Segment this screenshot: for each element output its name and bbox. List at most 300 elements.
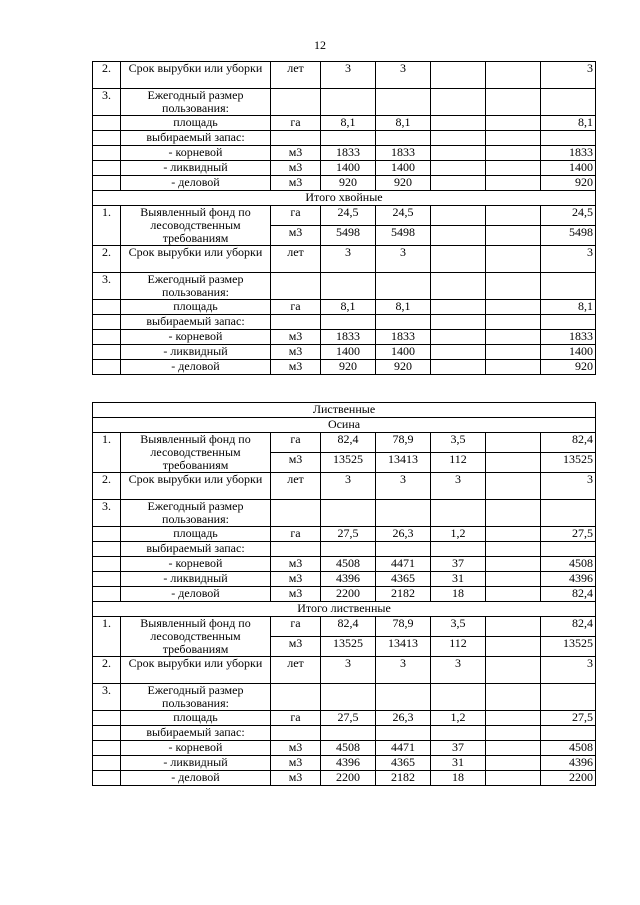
value-cell: 1833	[321, 330, 376, 345]
row-unit: м3	[271, 360, 321, 375]
value-cell	[486, 453, 541, 473]
table-row	[93, 131, 596, 146]
section-row	[93, 418, 596, 433]
row-number	[93, 726, 121, 741]
row-number: 3.	[93, 89, 121, 116]
value-cell	[431, 89, 486, 116]
value-cell	[431, 315, 486, 330]
value-cell	[486, 684, 541, 711]
row-label: площадь	[121, 527, 271, 542]
table-row	[93, 273, 596, 300]
value-cell	[376, 273, 431, 300]
value-cell: 2182	[376, 587, 431, 602]
row-number	[93, 527, 121, 542]
value-cell: 1400	[376, 161, 431, 176]
row-label: Ежегодный размер пользования:	[121, 684, 271, 711]
value-cell	[431, 131, 486, 146]
value-cell	[486, 711, 541, 726]
value-cell: 3	[541, 246, 596, 273]
value-cell	[486, 726, 541, 741]
value-cell: 2200	[541, 771, 596, 786]
value-cell: 8,1	[541, 116, 596, 131]
value-cell: 3	[541, 473, 596, 500]
row-label: - деловой	[121, 360, 271, 375]
value-cell: 1833	[376, 330, 431, 345]
value-cell	[486, 300, 541, 315]
value-cell	[486, 273, 541, 300]
table-row	[93, 756, 596, 771]
deciduous-table	[92, 402, 596, 786]
value-cell: 8,1	[321, 300, 376, 315]
value-cell	[431, 62, 486, 89]
value-cell	[541, 89, 596, 116]
table-row	[93, 206, 596, 226]
table-row	[93, 300, 596, 315]
value-cell: 1400	[321, 345, 376, 360]
value-cell	[486, 246, 541, 273]
value-cell	[431, 500, 486, 527]
value-cell: 3	[376, 62, 431, 89]
table-row	[93, 473, 596, 500]
row-number	[93, 572, 121, 587]
value-cell	[486, 617, 541, 637]
row-label: - ликвидный	[121, 161, 271, 176]
value-cell: 3	[541, 62, 596, 89]
row-number	[93, 542, 121, 557]
value-cell: 13525	[321, 637, 376, 657]
row-label: Ежегодный размер пользования:	[121, 89, 271, 116]
value-cell	[486, 433, 541, 453]
value-cell: 82,4	[541, 433, 596, 453]
value-cell: 4508	[321, 557, 376, 572]
value-cell	[431, 542, 486, 557]
row-unit	[271, 726, 321, 741]
row-label: выбираемый запас:	[121, 315, 271, 330]
value-cell	[541, 131, 596, 146]
row-unit: м3	[271, 161, 321, 176]
row-label: - ликвидный	[121, 345, 271, 360]
row-label: - ликвидный	[121, 572, 271, 587]
conifer-table	[92, 61, 596, 375]
value-cell: 82,4	[321, 433, 376, 453]
row-unit: м3	[271, 330, 321, 345]
row-unit: м3	[271, 226, 321, 246]
row-number	[93, 146, 121, 161]
row-label: площадь	[121, 711, 271, 726]
section-total-label: Итого лиственные	[93, 602, 596, 617]
value-cell: 1,2	[431, 527, 486, 542]
row-number: 2.	[93, 246, 121, 273]
row-label: площадь	[121, 116, 271, 131]
value-cell	[541, 684, 596, 711]
value-cell	[486, 542, 541, 557]
row-label: Срок вырубки или уборки	[121, 473, 271, 500]
row-unit: лет	[271, 246, 321, 273]
value-cell: 13413	[376, 453, 431, 473]
value-cell	[486, 572, 541, 587]
value-cell	[321, 726, 376, 741]
table-row	[93, 315, 596, 330]
table-row	[93, 657, 596, 684]
table-row	[93, 89, 596, 116]
value-cell: 3	[321, 246, 376, 273]
row-label: Выявленный фонд по лесоводственным требованиям	[121, 206, 271, 246]
row-number	[93, 756, 121, 771]
value-cell: 31	[431, 756, 486, 771]
row-label: - деловой	[121, 587, 271, 602]
table-row	[93, 527, 596, 542]
row-unit: м3	[271, 557, 321, 572]
value-cell: 5498	[321, 226, 376, 246]
row-unit	[271, 542, 321, 557]
value-cell	[376, 500, 431, 527]
value-cell: 4365	[376, 572, 431, 587]
value-cell	[486, 557, 541, 572]
row-unit	[271, 89, 321, 116]
value-cell	[321, 542, 376, 557]
value-cell	[486, 587, 541, 602]
value-cell: 112	[431, 637, 486, 657]
row-label: Срок вырубки или уборки	[121, 246, 271, 273]
species-label: Осина	[93, 418, 596, 433]
row-label: площадь	[121, 300, 271, 315]
row-unit	[271, 273, 321, 300]
section-row	[93, 403, 596, 418]
value-cell: 18	[431, 771, 486, 786]
row-unit: га	[271, 116, 321, 131]
value-cell: 920	[376, 360, 431, 375]
value-cell	[376, 89, 431, 116]
value-cell: 920	[376, 176, 431, 191]
value-cell: 3	[376, 246, 431, 273]
value-cell: 26,3	[376, 527, 431, 542]
value-cell	[541, 542, 596, 557]
value-cell	[376, 131, 431, 146]
value-cell	[431, 161, 486, 176]
value-cell	[321, 500, 376, 527]
value-cell	[431, 273, 486, 300]
row-label: выбираемый запас:	[121, 726, 271, 741]
value-cell: 2200	[321, 587, 376, 602]
table-row	[93, 433, 596, 453]
value-cell: 8,1	[376, 116, 431, 131]
value-cell: 1400	[376, 345, 431, 360]
value-cell	[486, 345, 541, 360]
row-number: 3.	[93, 273, 121, 300]
value-cell	[321, 89, 376, 116]
row-number: 2.	[93, 62, 121, 89]
value-cell: 4396	[541, 572, 596, 587]
row-unit: м3	[271, 453, 321, 473]
row-unit	[271, 131, 321, 146]
value-cell	[486, 657, 541, 684]
value-cell: 24,5	[541, 206, 596, 226]
value-cell: 31	[431, 572, 486, 587]
row-unit: лет	[271, 473, 321, 500]
value-cell: 1400	[541, 161, 596, 176]
row-number	[93, 771, 121, 786]
row-number	[93, 176, 121, 191]
value-cell: 4508	[321, 741, 376, 756]
value-cell	[431, 206, 486, 226]
row-label: - деловой	[121, 176, 271, 191]
value-cell: 2200	[321, 771, 376, 786]
value-cell: 26,3	[376, 711, 431, 726]
value-cell: 4508	[541, 741, 596, 756]
value-cell	[541, 726, 596, 741]
row-unit: м3	[271, 756, 321, 771]
row-label: - деловой	[121, 771, 271, 786]
row-unit: м3	[271, 741, 321, 756]
value-cell: 78,9	[376, 617, 431, 637]
row-unit: га	[271, 617, 321, 637]
row-number	[93, 345, 121, 360]
row-unit: м3	[271, 345, 321, 360]
value-cell	[321, 684, 376, 711]
row-label: Ежегодный размер пользования:	[121, 500, 271, 527]
value-cell: 112	[431, 453, 486, 473]
row-unit: м3	[271, 637, 321, 657]
value-cell: 3	[376, 657, 431, 684]
table-row	[93, 500, 596, 527]
table-row	[93, 741, 596, 756]
value-cell: 13413	[376, 637, 431, 657]
row-unit: га	[271, 300, 321, 315]
row-number	[93, 315, 121, 330]
value-cell: 18	[431, 587, 486, 602]
section-total-label: Итого хвойные	[93, 191, 596, 206]
table-row	[93, 542, 596, 557]
value-cell	[541, 500, 596, 527]
value-cell	[541, 273, 596, 300]
value-cell: 24,5	[321, 206, 376, 226]
value-cell: 1833	[541, 146, 596, 161]
value-cell: 27,5	[321, 711, 376, 726]
table-row	[93, 146, 596, 161]
row-unit: га	[271, 433, 321, 453]
table-row	[93, 617, 596, 637]
value-cell	[486, 360, 541, 375]
value-cell: 3	[321, 62, 376, 89]
value-cell	[376, 726, 431, 741]
row-number: 1.	[93, 206, 121, 246]
row-number	[93, 161, 121, 176]
section-title: Лиственные	[93, 403, 596, 418]
table-row	[93, 711, 596, 726]
value-cell	[486, 473, 541, 500]
value-cell: 920	[541, 176, 596, 191]
row-label: выбираемый запас:	[121, 542, 271, 557]
row-label: Ежегодный размер пользования:	[121, 273, 271, 300]
value-cell	[486, 146, 541, 161]
value-cell	[486, 500, 541, 527]
row-number: 3.	[93, 684, 121, 711]
value-cell: 920	[321, 360, 376, 375]
value-cell	[486, 206, 541, 226]
row-unit: м3	[271, 771, 321, 786]
value-cell: 3	[321, 657, 376, 684]
row-label: Выявленный фонд по лесоводственным требованиям	[121, 617, 271, 657]
row-label: выбираемый запас:	[121, 131, 271, 146]
value-cell: 1400	[541, 345, 596, 360]
row-number	[93, 711, 121, 726]
value-cell	[376, 315, 431, 330]
row-label: Срок вырубки или уборки	[121, 62, 271, 89]
row-number: 1.	[93, 433, 121, 473]
value-cell	[486, 771, 541, 786]
section-row	[93, 602, 596, 617]
value-cell	[486, 89, 541, 116]
row-number: 2.	[93, 657, 121, 684]
row-number	[93, 330, 121, 345]
row-unit: га	[271, 711, 321, 726]
value-cell: 1,2	[431, 711, 486, 726]
value-cell: 82,4	[541, 617, 596, 637]
row-unit: га	[271, 527, 321, 542]
table-row	[93, 587, 596, 602]
value-cell: 8,1	[376, 300, 431, 315]
value-cell: 4471	[376, 557, 431, 572]
value-cell	[376, 684, 431, 711]
value-cell: 13525	[541, 637, 596, 657]
value-cell: 2182	[376, 771, 431, 786]
value-cell	[486, 637, 541, 657]
table-row	[93, 116, 596, 131]
value-cell: 78,9	[376, 433, 431, 453]
row-label: - корневой	[121, 557, 271, 572]
value-cell: 27,5	[541, 711, 596, 726]
value-cell: 1833	[376, 146, 431, 161]
value-cell: 4396	[321, 572, 376, 587]
value-cell: 4471	[376, 741, 431, 756]
value-cell: 3	[431, 657, 486, 684]
table-row	[93, 62, 596, 89]
value-cell: 27,5	[321, 527, 376, 542]
value-cell: 5498	[541, 226, 596, 246]
value-cell: 4396	[321, 756, 376, 771]
value-cell: 4508	[541, 557, 596, 572]
value-cell: 5498	[376, 226, 431, 246]
row-unit: м3	[271, 146, 321, 161]
value-cell: 1400	[321, 161, 376, 176]
value-cell: 13525	[541, 453, 596, 473]
row-unit: м3	[271, 572, 321, 587]
table-row	[93, 557, 596, 572]
row-unit	[271, 500, 321, 527]
section-row	[93, 191, 596, 206]
table-row	[93, 572, 596, 587]
value-cell: 37	[431, 557, 486, 572]
value-cell: 1833	[321, 146, 376, 161]
table-row	[93, 726, 596, 741]
row-unit: м3	[271, 176, 321, 191]
table-row	[93, 176, 596, 191]
value-cell	[431, 726, 486, 741]
value-cell	[486, 131, 541, 146]
value-cell: 13525	[321, 453, 376, 473]
row-number	[93, 557, 121, 572]
page-number: 12	[314, 38, 326, 52]
table-row	[93, 360, 596, 375]
value-cell: 82,4	[541, 587, 596, 602]
value-cell	[321, 273, 376, 300]
value-cell	[486, 161, 541, 176]
row-label: - корневой	[121, 330, 271, 345]
value-cell: 24,5	[376, 206, 431, 226]
row-number: 3.	[93, 500, 121, 527]
row-number	[93, 360, 121, 375]
value-cell	[486, 116, 541, 131]
row-unit: м3	[271, 587, 321, 602]
row-label: Выявленный фонд по лесоводственным требованиям	[121, 433, 271, 473]
row-unit	[271, 684, 321, 711]
value-cell	[541, 315, 596, 330]
row-number: 1.	[93, 617, 121, 657]
value-cell: 3,5	[431, 433, 486, 453]
row-label: - ликвидный	[121, 756, 271, 771]
value-cell	[431, 330, 486, 345]
value-cell: 8,1	[321, 116, 376, 131]
value-cell	[321, 315, 376, 330]
value-cell	[486, 741, 541, 756]
value-cell	[486, 756, 541, 771]
value-cell: 920	[541, 360, 596, 375]
value-cell	[431, 146, 486, 161]
value-cell	[431, 246, 486, 273]
row-number	[93, 116, 121, 131]
table-row	[93, 345, 596, 360]
value-cell: 3	[321, 473, 376, 500]
table-row	[93, 684, 596, 711]
row-unit: лет	[271, 657, 321, 684]
row-number	[93, 131, 121, 146]
value-cell	[486, 527, 541, 542]
row-number	[93, 300, 121, 315]
value-cell	[431, 226, 486, 246]
row-label: Срок вырубки или уборки	[121, 657, 271, 684]
row-number: 2.	[93, 473, 121, 500]
value-cell	[486, 226, 541, 246]
value-cell: 1833	[541, 330, 596, 345]
row-number	[93, 741, 121, 756]
value-cell: 4365	[376, 756, 431, 771]
row-label: - корневой	[121, 741, 271, 756]
value-cell: 3,5	[431, 617, 486, 637]
value-cell	[431, 116, 486, 131]
row-number	[93, 587, 121, 602]
value-cell	[486, 315, 541, 330]
table-row	[93, 161, 596, 176]
value-cell	[376, 542, 431, 557]
table-row	[93, 246, 596, 273]
value-cell: 4396	[541, 756, 596, 771]
value-cell: 3	[376, 473, 431, 500]
value-cell	[486, 176, 541, 191]
table-row	[93, 330, 596, 345]
value-cell	[486, 62, 541, 89]
value-cell: 37	[431, 741, 486, 756]
value-cell	[486, 330, 541, 345]
value-cell: 82,4	[321, 617, 376, 637]
row-label: - корневой	[121, 146, 271, 161]
value-cell	[431, 176, 486, 191]
value-cell: 8,1	[541, 300, 596, 315]
value-cell: 920	[321, 176, 376, 191]
value-cell: 3	[431, 473, 486, 500]
value-cell	[321, 131, 376, 146]
value-cell: 27,5	[541, 527, 596, 542]
row-unit: лет	[271, 62, 321, 89]
